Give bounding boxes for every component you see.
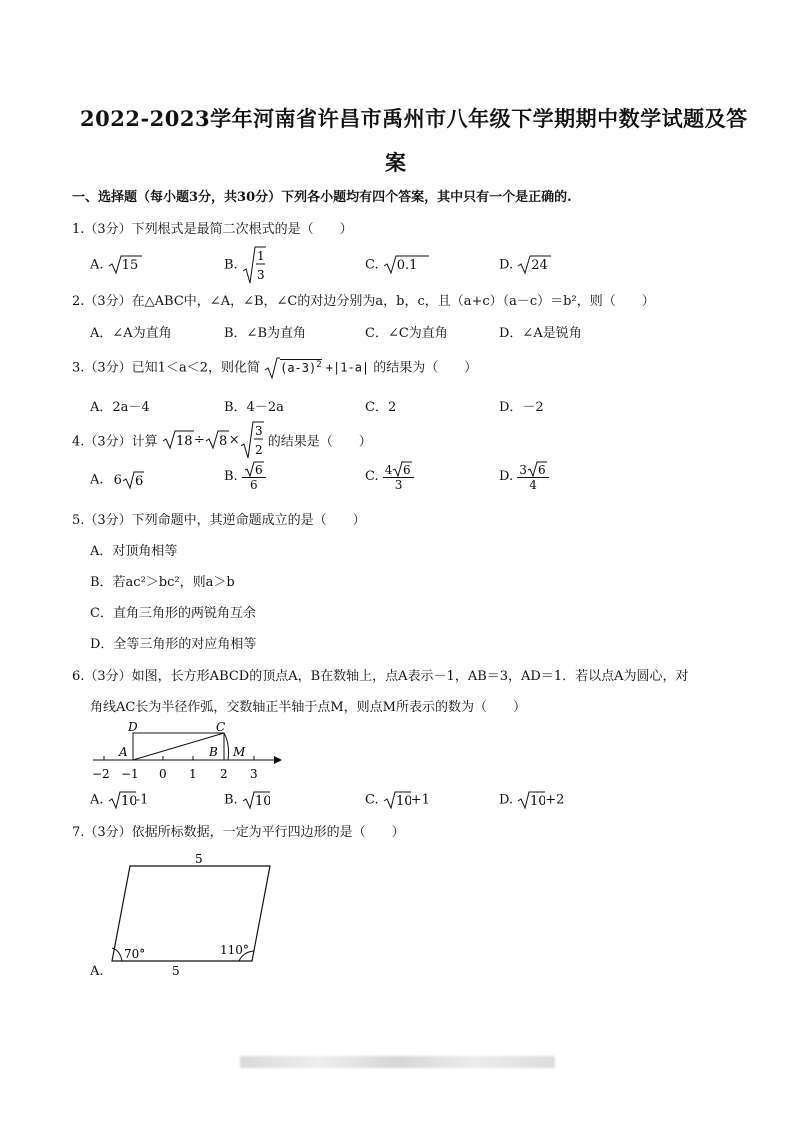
section-heading: 一、选择题（每小题3分，共30分）下列各小题均有四个答案，其中只有一个是正确的. (72, 190, 572, 205)
page-title-line1: 2022-2023学年河南省许昌市禹州市八年级下学期期中数学试题及答 (80, 106, 748, 131)
question-6-stem-line1: 6.（3分）如图，长方形ABCD的顶点A，B在数轴上，点A表示－1，AB＝3，AD＝1．若以点A为圆心，对 (72, 669, 689, 684)
q6-option-a: A. 10 -1 (90, 790, 148, 810)
q4-c-den: 3 (394, 478, 403, 492)
q6-option-b: B. 10 (224, 790, 270, 810)
q4-frac-num: 3 (254, 424, 263, 438)
q6-tick-label: 0 (159, 767, 167, 781)
q4-frac-den: 2 (254, 443, 263, 457)
q6-a-radicand: 10 (120, 794, 136, 809)
q1-option-c: C. 0.1 (365, 254, 417, 276)
q6-b-radical (242, 790, 270, 810)
q3-stem-pre: 3.（3分）已知1＜a＜2，则化简 (72, 360, 260, 376)
q4-option-b: B. $\frac{6}{6}$ (224, 461, 266, 492)
q6-c-radicand: 10 (395, 794, 411, 809)
q3-option-d: D．－2 (499, 400, 544, 415)
q7-angle-right: 110° (220, 943, 249, 957)
q6-label-b: B (209, 745, 218, 759)
q5-option-c: C．直角三角形的两锐角互余 (90, 606, 256, 621)
page-title-line2: 案 (385, 150, 407, 175)
q4-d-fraction: 3 6 4 (517, 461, 549, 492)
question-4-stem: 4.（3分）计算 18 ÷ 8 × 3 2 的结果是（ ） (72, 420, 372, 460)
q6-option-d: D. 10 +2 (499, 790, 564, 810)
q7-option-a: A. (90, 964, 104, 979)
q1-option-a: A. 15 (90, 254, 138, 276)
q4-radical-8 (205, 429, 229, 451)
q4-c-radical (392, 461, 412, 477)
q2-option-b: B．∠B为直角 (224, 326, 306, 341)
q6-number-line-figure (88, 718, 288, 784)
q4-radical-frac (240, 420, 264, 460)
q4-radicand-8: 8 (218, 434, 228, 449)
q2-option-d: D．∠A是锐角 (499, 326, 582, 341)
q6-option-c: C. 10 +1 (365, 790, 430, 810)
question-3-stem (72, 356, 477, 380)
q2-option-a: A．∠A为直角 (90, 326, 172, 341)
q6-tick-label: −1 (121, 767, 139, 781)
q5-option-b: B．若ac²＞bc²，则a＞b (90, 575, 235, 590)
q1-b-denominator: 3 (256, 268, 265, 282)
q3-radicand: $(a-3)^2$ (280, 359, 322, 375)
question-6-stem-line2: 角线AC长为半径作弧，交数轴正半轴于点M，则点M所表示的数为（ ） (90, 700, 526, 715)
q6-tick-label: 3 (250, 767, 258, 781)
q5-option-a: A．对顶角相等 (90, 544, 178, 559)
q6-label-d: D (128, 720, 138, 734)
q4-b-radicand: 6 (254, 463, 263, 477)
q7-parallelogram-figure (100, 850, 290, 980)
q6-a-radical (108, 790, 136, 810)
question-5-stem: 5.（3分）下列命题中，其逆命题成立的是（ ） (72, 513, 366, 528)
q4-radicand-18: 18 (175, 434, 193, 449)
q4-option-d: D. 3 6 4 (499, 461, 549, 492)
q6-label-a: A (119, 745, 128, 759)
q4-radical-18 (162, 429, 194, 451)
q1-b-radical-sign (242, 245, 266, 285)
q3-option-c: C．2 (365, 400, 397, 415)
q1-option-d: D. 24 (499, 254, 548, 276)
q6-c-radical (383, 790, 411, 810)
q6-tick-label: −2 (92, 767, 110, 781)
q7-angle-left: 70° (124, 947, 146, 961)
q4-a-radical (122, 470, 144, 490)
q3-option-b: B．4－2a (224, 400, 284, 415)
q4-c-radicand: 6 (403, 463, 412, 477)
q1-b-numerator: 1 (256, 249, 265, 263)
q6-axis-arrow (274, 756, 282, 764)
q4-b-den: 6 (250, 478, 258, 492)
q6-d-radical (517, 790, 545, 810)
q3-abs: +|1-a| (325, 360, 370, 375)
q6-b-radicand: 10 (254, 794, 270, 809)
q4-c-fraction: 4 6 3 (383, 461, 415, 492)
q4-b-radical (244, 461, 264, 477)
q4-a-radicand: 6 (134, 474, 144, 489)
q6-label-m: M (233, 745, 246, 759)
q2-option-c: C．∠C为直角 (365, 326, 448, 341)
q3-stem-post: 的结果为（ ） (373, 360, 478, 376)
q4-d-den: 4 (529, 478, 537, 492)
q4-d-radical (527, 461, 547, 477)
footer-watermark (240, 1056, 555, 1068)
question-7-stem: 7.（3分）依据所标数据，一定为平行四边形的是（ ） (72, 825, 405, 840)
q1-option-b: B. 1 3 (224, 245, 266, 285)
q7-label-top: 5 (195, 852, 203, 866)
q6-label-c: C (216, 720, 226, 734)
q4-option-a: A. 6 6 (90, 470, 144, 490)
q4-option-c: C. 4 6 3 (365, 461, 414, 492)
q6-tick-label: 2 (220, 767, 228, 781)
q5-option-d: D．全等三角形的对应角相等 (90, 637, 257, 652)
q3-option-a: A．2a－4 (90, 400, 150, 415)
question-1-stem: 1.（3分）下列根式是最简二次根式的是（ ） (72, 222, 353, 237)
q6-arc (224, 733, 229, 760)
q6-tick-label: 1 (189, 767, 197, 781)
q3-radical-sign (264, 356, 280, 380)
q6-d-radicand: 10 (530, 794, 546, 809)
question-2-stem: 2.（3分）在△ABC中，∠A，∠B，∠C的对边分别为a，b，c，且（a+c）（a－c）＝b²，则（ ） (72, 294, 655, 309)
q7-label-bottom: 5 (172, 964, 180, 978)
q4-d-radicand: 6 (537, 463, 546, 477)
q4-b-fraction (242, 461, 266, 492)
